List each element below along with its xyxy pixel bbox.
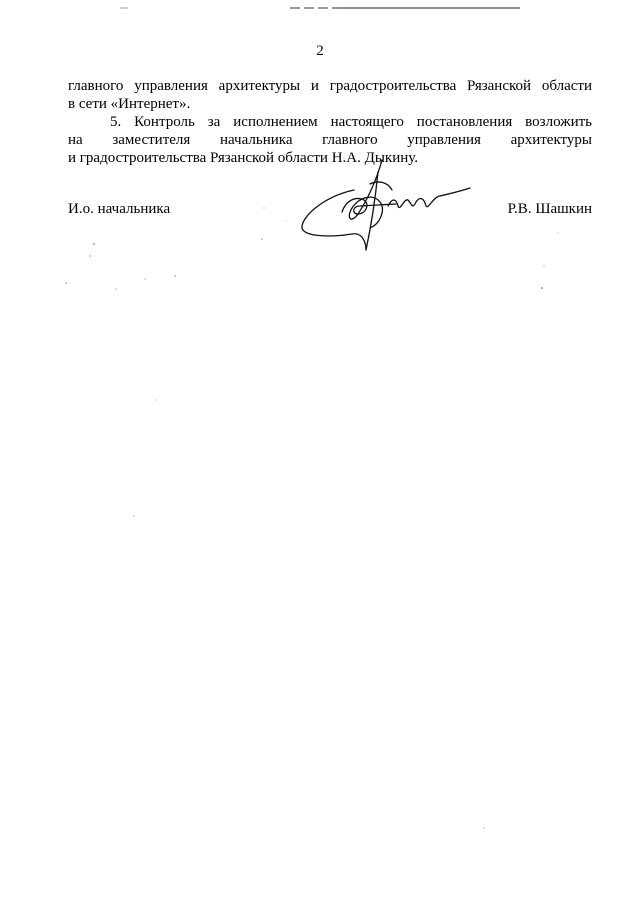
handwritten-signature — [296, 152, 486, 256]
paragraph-line: и градостроительства Рязанской области Н.А. Дыкину. — [68, 150, 419, 166]
paragraph-line: в сети «Интернет». — [68, 96, 191, 112]
signatory-name: Р.В. Шашкин — [507, 201, 592, 217]
paragraph-continuation — [68, 77, 592, 113]
signatory-position: И.о. начальника — [68, 201, 171, 217]
paragraph-line: 5. Контроль за исполнением настоящего постановления возложить — [110, 114, 592, 130]
paragraph-line: главного управления архитектуры и градостроительства Рязанской области — [68, 78, 592, 94]
paragraph-line: на заместителя начальника главного управления архитектуры — [68, 132, 592, 148]
scan-top-rule — [0, 6, 640, 10]
page-number: 2 — [316, 43, 324, 59]
